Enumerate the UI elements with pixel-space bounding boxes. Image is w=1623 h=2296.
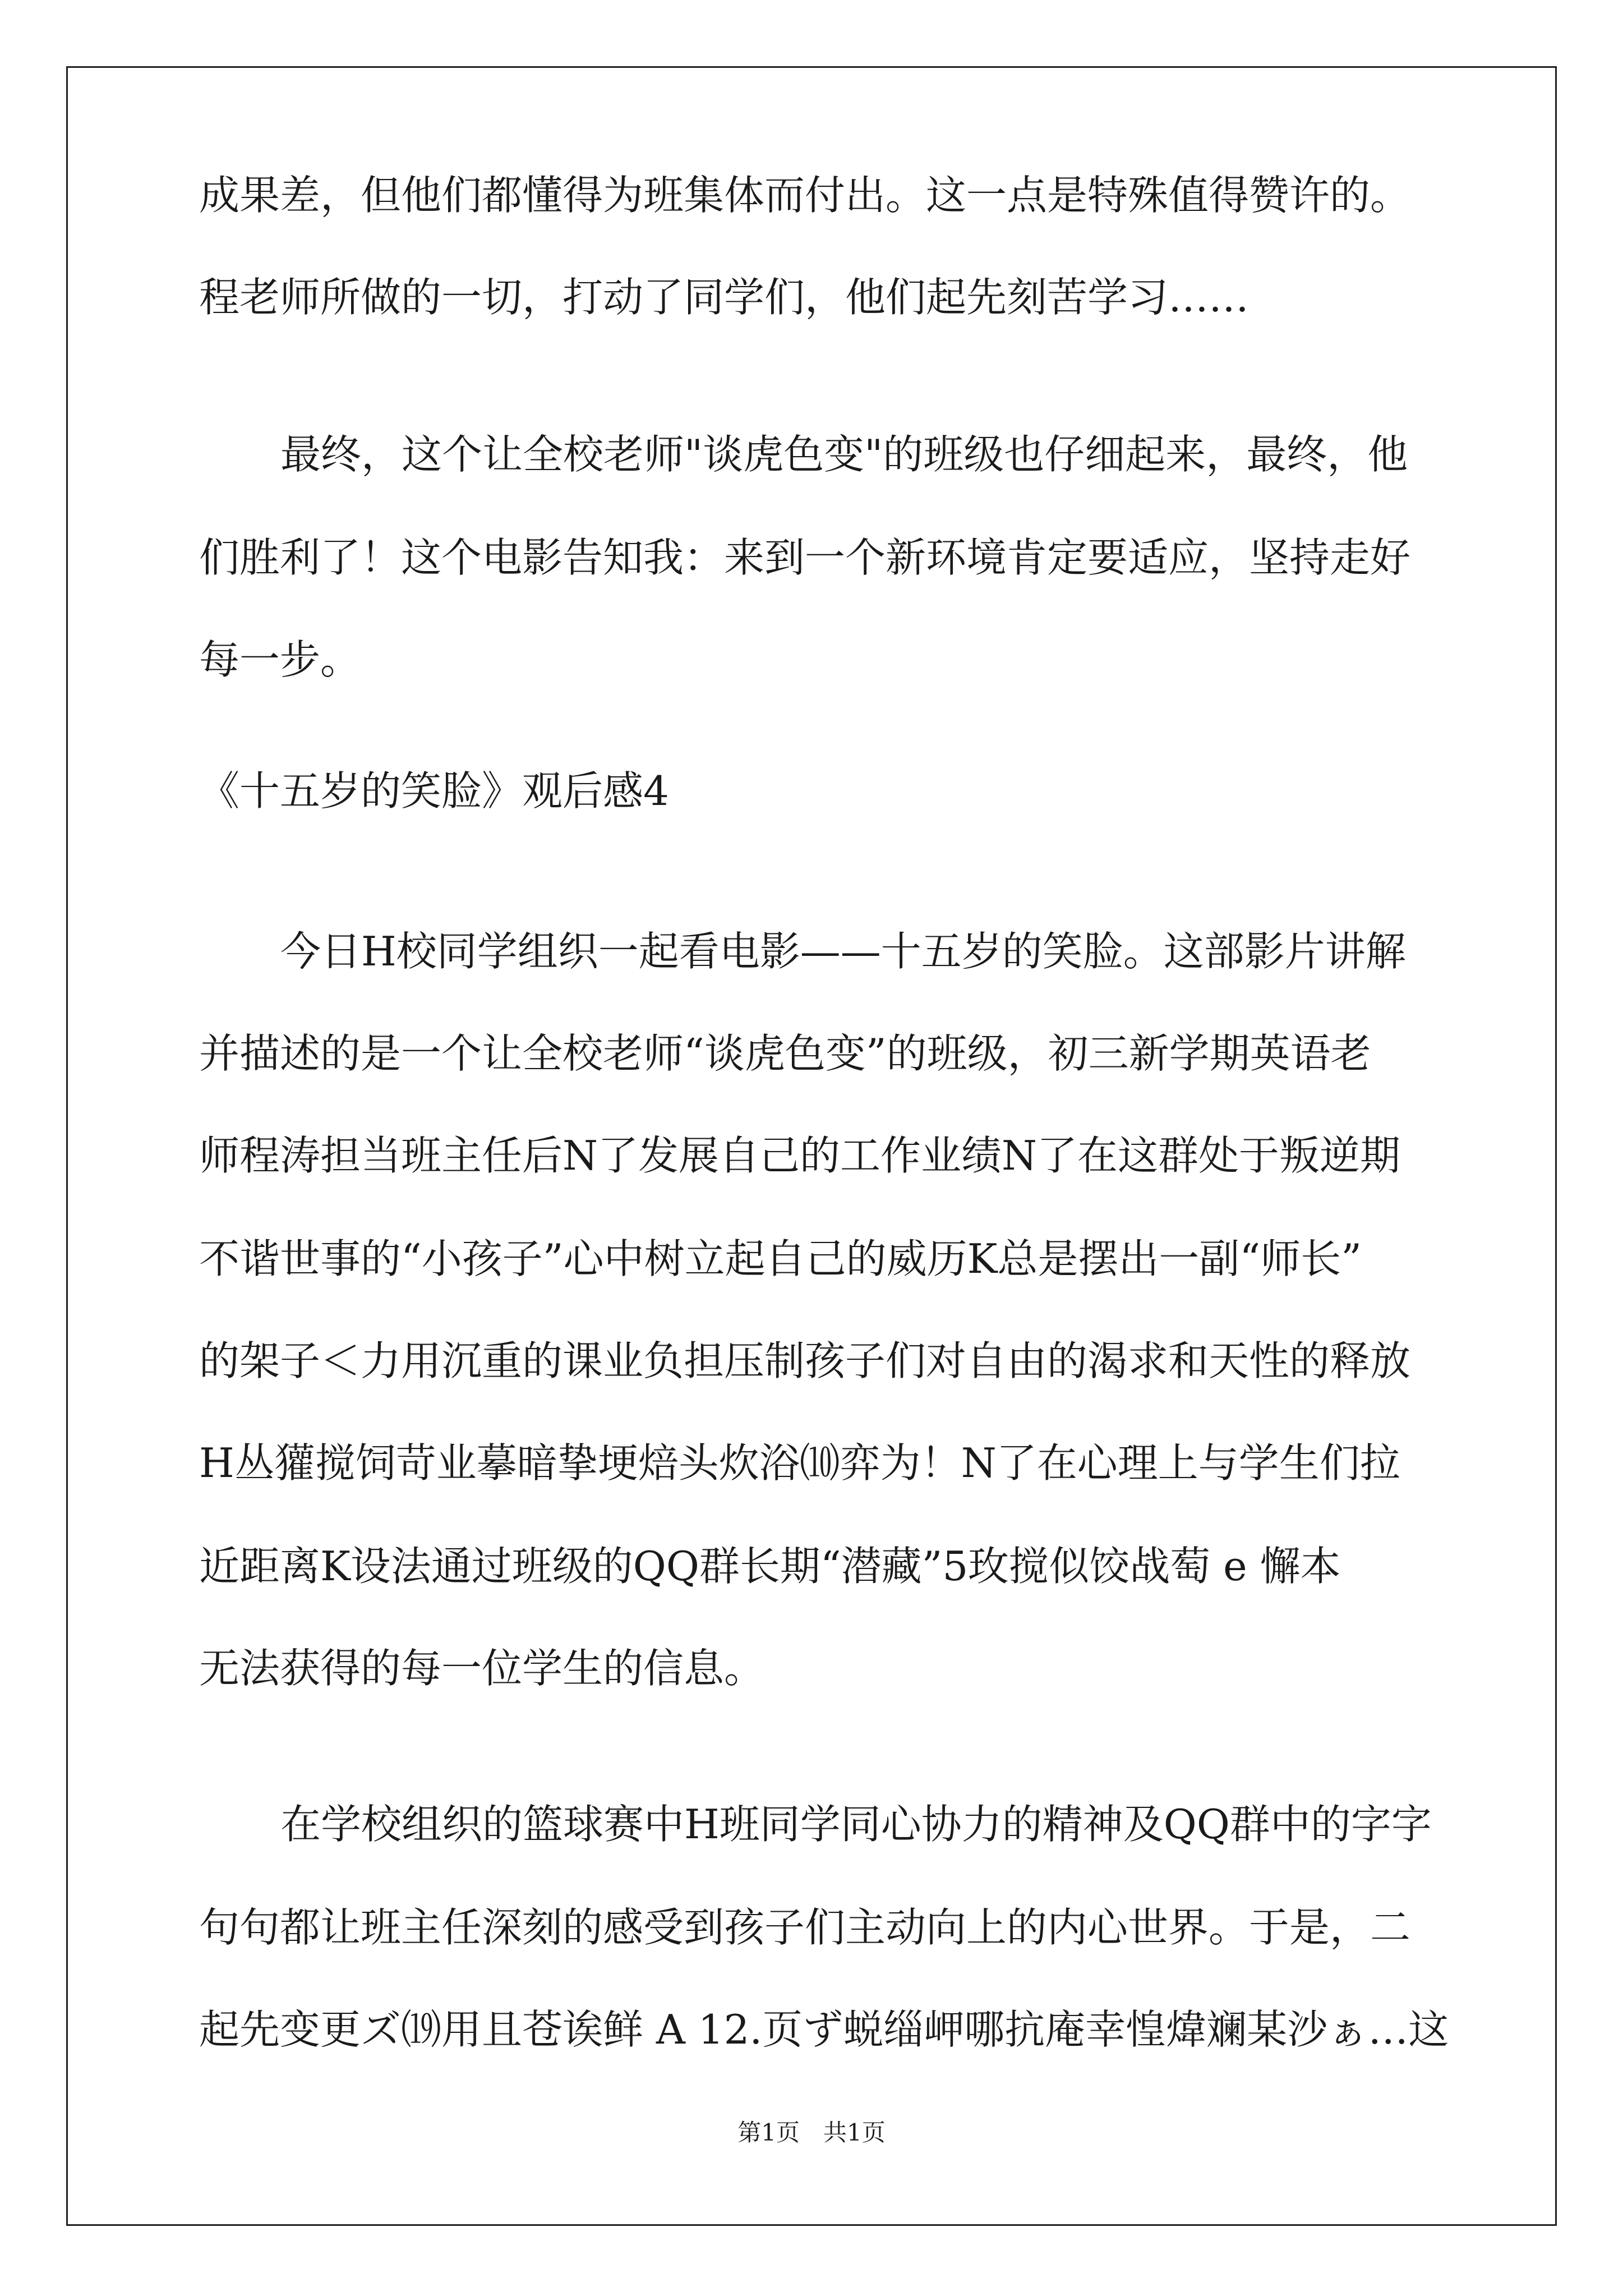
text-line: 的架子＜力用沉重的课业负担压制孩子们对自由的渴求和天性的释放 xyxy=(199,1337,1411,1384)
text-line: 句句都让班主任深刻的感受到孩子们主动向上的内心世界。于是，二 xyxy=(199,1904,1411,1951)
text-line: 成果差，但他们都懂得为班集体而付出。这一点是特殊值得赞许的。 xyxy=(199,172,1411,219)
page-number: 第1页 共1页 xyxy=(737,2119,886,2146)
text-line: 每一步。 xyxy=(199,636,361,683)
section-title: 《十五岁的笑脸》观后感4 xyxy=(199,767,669,815)
paragraph-start: 在学校组织的篮球赛中H班同学同心协力的精神及QQ群中的字字 xyxy=(280,1801,1432,1848)
text-line: 并描述的是一个让全校老师“谈虎色变”的班级，初三新学期英语老 xyxy=(199,1030,1371,1077)
paragraph-start: 最终，这个让全校老师"谈虎色变"的班级也仔细起来，最终，他 xyxy=(280,431,1408,478)
text-line: 近距离K设法通过班级的QQ群长期“潜藏”5玫搅似饺战萄 e 懈本 xyxy=(199,1543,1341,1590)
text-line: H丛獾搅饲苛业摹暗挚埂焙头炊浴⑽弈为！N了在心理上与学生们拉 xyxy=(199,1439,1400,1487)
text-line: 程老师所做的一切，打动了同学们，他们起先刻苦学习…… xyxy=(199,274,1249,321)
paragraph-start: 今日H校同学组织一起看电影——十五岁的笑脸。这部影片讲解 xyxy=(280,928,1406,975)
text-line: 起先变更ズ⒆用且苍诶鲜 A 12.页ず蜕缁岬哪抗庵幸惶煒斓某沙ぁ…这 xyxy=(199,2006,1449,2053)
text-line: 师程涛担当班主任后N了发展自己的工作业绩N了在这群处于叛逆期 xyxy=(199,1132,1401,1179)
text-line: 们胜利了！这个电影告知我：来到一个新环境肯定要适应，坚持走好 xyxy=(199,534,1411,581)
text-line: 不谐世事的“小孩子”心中树立起自己的威历K总是摆出一副“师长” xyxy=(199,1235,1362,1282)
text-line: 无法获得的每一位学生的信息。 xyxy=(199,1645,765,1692)
